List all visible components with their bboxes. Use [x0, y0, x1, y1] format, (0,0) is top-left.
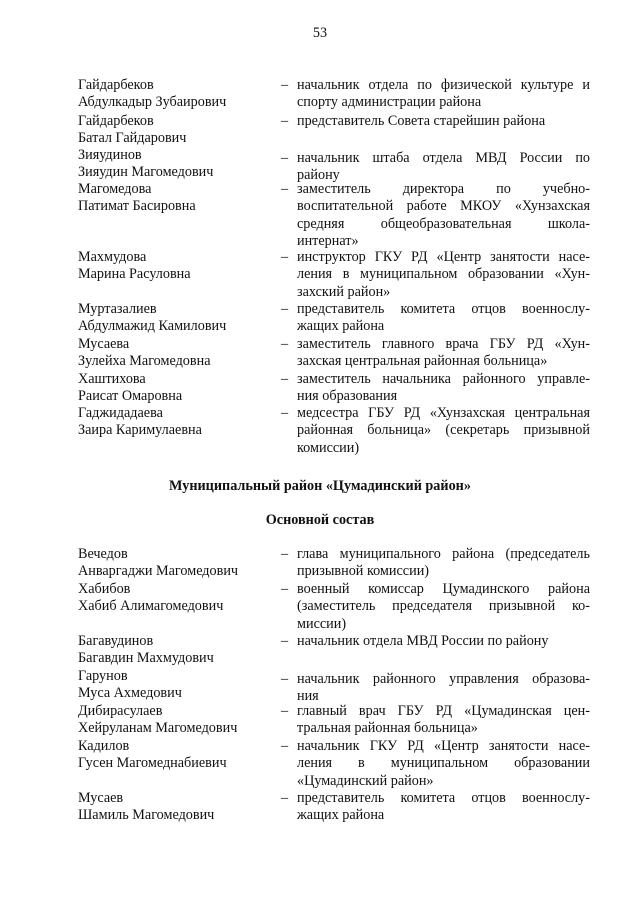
dash-separator: –: [281, 371, 289, 387]
member-role: начальник ГКУ РД «Центр занятости насе- ления в муниципальном образовании «Цумадинский район»: [297, 738, 590, 789]
dash-separator: –: [281, 77, 289, 93]
section-title: Муниципальный район «Цумадинский район»: [169, 478, 471, 494]
member-role: заместитель начальника районного управле- ния образования: [297, 371, 590, 405]
dash-separator: –: [281, 336, 289, 352]
member-role: начальник отдела по физической культуре и спорту администрации района: [297, 77, 590, 111]
member-role: представитель комитета отцов военнослу- жащих района: [297, 301, 590, 335]
dash-separator: –: [281, 790, 289, 806]
member-role: заместитель директора по учебно- воспитательной работе МКОУ «Хунзахская средняя общеобразовательная школа- интернат»: [297, 181, 590, 249]
member-role: заместитель главного врача ГБУ РД «Хун- захская центральная районная больница»: [297, 336, 590, 370]
member-name: Мусаев Шамиль Магомедович: [78, 790, 215, 824]
dash-separator: –: [281, 633, 289, 649]
dash-separator: –: [281, 150, 289, 166]
member-name: Мусаева Зулейха Магомедовна: [78, 336, 211, 370]
member-role: военный комиссар Цумадинского района (заместитель председателя призывной ко- миссии): [297, 581, 590, 632]
page-number: 53: [312, 25, 328, 41]
member-name: Багавудинов Багавдин Махмудович: [78, 633, 214, 667]
member-name: Гарунов Муса Ахмедович: [78, 668, 182, 702]
member-role: медсестра ГБУ РД «Хунзахская центральная районная больница» (секретарь призывной комиссии): [297, 405, 590, 456]
dash-separator: –: [281, 405, 289, 421]
dash-separator: –: [281, 581, 289, 597]
member-role: главный врач ГБУ РД «Цумадинская цен- тральная районная больница»: [297, 703, 590, 737]
member-role: глава муниципального района (председатель призывной комиссии): [297, 546, 590, 580]
member-name: Хабибов Хабиб Алимагомедович: [78, 581, 224, 615]
member-name: Магомедова Патимат Басировна: [78, 181, 196, 215]
dash-separator: –: [281, 546, 289, 562]
member-name: Дибирасулаев Хейруланам Магомедович: [78, 703, 238, 737]
member-name: Гайдарбеков Батал Гайдарович: [78, 113, 187, 147]
member-role: начальник штаба отдела МВД России по району: [297, 150, 590, 184]
dash-separator: –: [281, 301, 289, 317]
member-name: Муртазалиев Абдулмажид Камилович: [78, 301, 227, 335]
member-name: Махмудова Марина Расуловна: [78, 249, 191, 283]
dash-separator: –: [281, 249, 289, 265]
member-name: Зияудинов Зияудин Магомедович: [78, 147, 214, 181]
member-name: Гайдарбеков Абдулкадыр Зубаирович: [78, 77, 227, 111]
member-role: инструктор ГКУ РД «Центр занятости насе- ления в муниципальном образовании «Хун- захский район»: [297, 249, 590, 300]
member-role: начальник районного управления образова- ния: [297, 671, 590, 705]
dash-separator: –: [281, 671, 289, 687]
member-name: Вечедов Анваргаджи Магомедович: [78, 546, 239, 580]
member-role: начальник отдела МВД России по району: [297, 633, 549, 649]
dash-separator: –: [281, 703, 289, 719]
dash-separator: –: [281, 181, 289, 197]
dash-separator: –: [281, 113, 289, 129]
member-name: Гаджидадаева Заира Каримулаевна: [78, 405, 202, 439]
member-role: представитель Совета старейшин района: [297, 113, 546, 129]
member-name: Кадилов Гусен Магомеднабиевич: [78, 738, 227, 772]
dash-separator: –: [281, 738, 289, 754]
member-name: Хаштихова Раисат Омаровна: [78, 371, 183, 405]
subsection-title: Основной состав: [265, 512, 375, 528]
member-role: представитель комитета отцов военнослу- жащих района: [297, 790, 590, 824]
